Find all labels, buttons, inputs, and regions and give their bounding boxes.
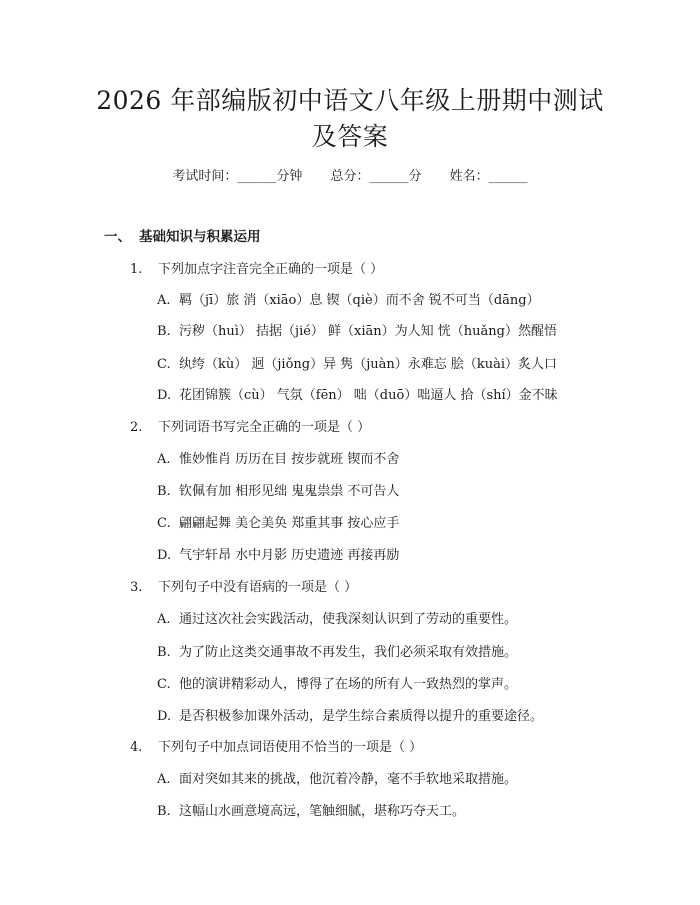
question-text: 下列加点字注音完全正确的一项是（ ） bbox=[158, 262, 384, 277]
question-1 bbox=[130, 259, 383, 281]
option-letter: B. bbox=[157, 484, 171, 499]
option-letter: C. bbox=[157, 516, 171, 531]
question-1-option-b bbox=[157, 321, 557, 343]
question-text: 下列句子中加点词语使用不恰当的一项是（ ） bbox=[158, 740, 423, 755]
question-2-option-a bbox=[157, 449, 399, 471]
total-score-field: 总分：______分 bbox=[330, 169, 422, 184]
question-3-option-d bbox=[157, 706, 543, 728]
question-4-option-a bbox=[157, 769, 517, 791]
student-name-field: 姓名：______ bbox=[449, 169, 528, 184]
section-number: 一、 bbox=[104, 229, 131, 245]
option-letter: D. bbox=[157, 709, 172, 724]
option-text: 气宇轩昂 水中月影 历史遗迹 再接再励 bbox=[179, 548, 400, 563]
option-letter: A. bbox=[157, 772, 171, 787]
option-text: 他的演讲精彩动人，博得了在场的所有人一致热烈的掌声。 bbox=[179, 677, 518, 692]
question-text: 下列词语书写完全正确的一项是（ ） bbox=[158, 420, 371, 435]
question-4-option-b bbox=[157, 801, 465, 823]
option-letter: B. bbox=[157, 645, 171, 660]
section-title: 基础知识与积累运用 bbox=[139, 229, 261, 245]
option-text: 是否积极参加课外活动，是学生综合素质得以提升的重要途径。 bbox=[179, 709, 544, 724]
question-2-option-c bbox=[157, 513, 399, 535]
question-number: 3. bbox=[130, 580, 143, 595]
page-title-continued: 及答案 bbox=[311, 122, 389, 151]
question-number: 2. bbox=[130, 420, 143, 435]
option-text: 翩翩起舞 美仑美奂 郑重其事 按心应手 bbox=[179, 516, 400, 531]
question-3-option-b bbox=[157, 642, 517, 664]
question-2-option-b bbox=[157, 481, 399, 503]
question-number: 4. bbox=[130, 740, 143, 755]
question-2 bbox=[130, 417, 370, 439]
option-text: 这幅山水画意境高远，笔触细腻，堪称巧夺天工。 bbox=[179, 804, 466, 819]
option-letter: A. bbox=[157, 612, 171, 627]
option-letter: C. bbox=[157, 357, 171, 372]
option-text: 惟妙惟肖 历历在目 按步就班 锲而不舍 bbox=[179, 452, 400, 467]
option-text: 钦佩有加 相形见绌 鬼鬼祟祟 不可告人 bbox=[179, 484, 400, 499]
option-text: 通过这次社会实践活动，使我深刻认识到了劳动的重要性。 bbox=[179, 612, 518, 627]
question-1-option-d bbox=[157, 385, 558, 407]
section-heading bbox=[104, 226, 261, 248]
page-title: 2026 年部编版初中语文八年级上册期中测试 bbox=[96, 86, 604, 115]
option-letter: A. bbox=[157, 452, 171, 467]
option-text: 羁（jī）旅 消（xiāo）息 锲（qiè）而不舍 锐不可当（dāng） bbox=[179, 293, 540, 308]
option-letter: B. bbox=[157, 324, 171, 339]
question-3-option-c bbox=[157, 674, 517, 696]
option-text: 面对突如其来的挑战，他沉着冷静，毫不手软地采取措施。 bbox=[179, 772, 518, 787]
question-number: 1. bbox=[130, 262, 143, 277]
exam-info-line bbox=[0, 166, 700, 188]
option-letter: C. bbox=[157, 677, 171, 692]
question-text: 下列句子中没有语病的一项是（ ） bbox=[158, 580, 358, 595]
question-4 bbox=[130, 737, 422, 759]
option-letter: D. bbox=[157, 388, 172, 403]
question-1-option-a bbox=[157, 290, 540, 312]
question-3 bbox=[130, 577, 357, 599]
option-letter: A. bbox=[157, 293, 171, 308]
question-3-option-a bbox=[157, 609, 517, 631]
option-text: 花团锦簇（cù） 气氛（fēn） 咄（duō）咄逼人 拾（shí）金不昧 bbox=[179, 388, 558, 403]
question-2-option-d bbox=[157, 545, 399, 567]
exam-time-field: 考试时间：______分钟 bbox=[172, 169, 303, 184]
option-text: 纨绔（kù） 迥（jiǒng）异 隽（juàn）永难忘 脍（kuài）炙人口 bbox=[179, 357, 558, 372]
option-text: 污秽（huì） 拮据（jié） 鲜（xiān）为人知 恍（huǎng）然醒悟 bbox=[179, 324, 557, 339]
question-1-option-c bbox=[157, 354, 557, 376]
option-letter: D. bbox=[157, 548, 172, 563]
option-letter: B. bbox=[157, 804, 171, 819]
option-text: 为了防止这类交通事故不再发生，我们必须采取有效措施。 bbox=[179, 645, 518, 660]
